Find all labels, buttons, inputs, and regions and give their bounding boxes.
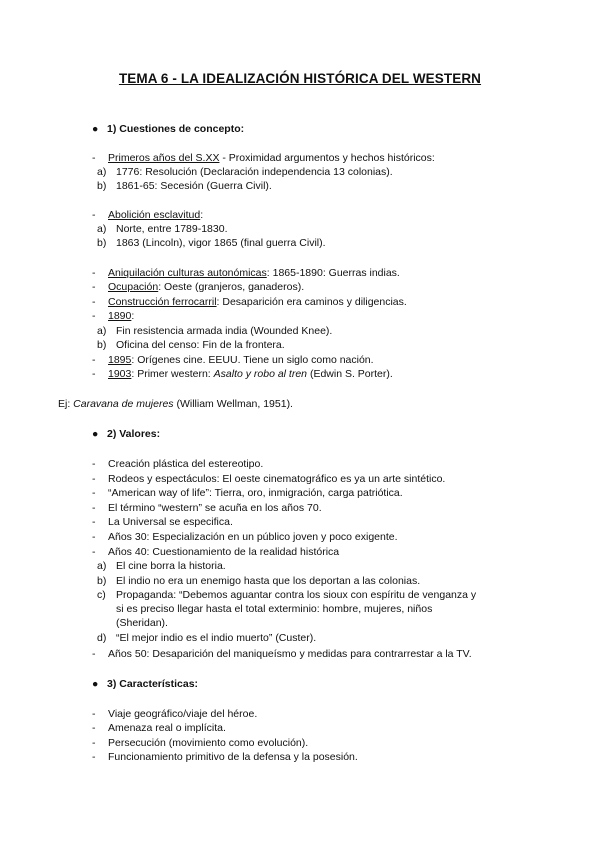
dash-marker: -: [92, 516, 96, 528]
film-title: Caravana de mujeres: [73, 398, 174, 410]
item-text: : 1865-1890: Guerras indias.: [266, 267, 400, 279]
item-text: : Orígenes cine. EEUU. Tiene un siglo como nación.: [131, 354, 374, 366]
dash-marker: -: [92, 737, 96, 749]
sub-marker: b): [97, 339, 107, 351]
bullet-marker: ●: [92, 678, 99, 690]
sub-list-item-continuation: si es preciso llegar hasta el total exterminio: hombre, mujeres, niños: [116, 603, 433, 615]
dash-marker: -: [92, 722, 96, 734]
sub-list-item: [97, 179, 272, 193]
sub-list-item: [97, 574, 421, 588]
dash-marker: -: [92, 368, 96, 380]
sub-list-item: [97, 338, 285, 352]
sub-list-item: [97, 222, 228, 236]
dash-marker: -: [92, 531, 96, 543]
sub-marker: a): [97, 560, 107, 572]
bullet-marker: ●: [92, 428, 99, 440]
list-item: Rodeos y espectáculos: El oeste cinematográfico es ya un arte sintético.: [108, 473, 446, 485]
list-item: [108, 295, 407, 309]
list-item: El término “western” se acuña en los años 70.: [108, 502, 322, 514]
sub-item-text: 1863 (Lincoln), vigor 1865 (final guerra Civil).: [116, 237, 326, 249]
page-title: TEMA 6 - LA IDEALIZACIÓN HISTÓRICA DEL WESTERN: [118, 71, 482, 86]
list-item: [108, 353, 374, 367]
list-item: [108, 266, 400, 280]
sub-list-item: [97, 559, 226, 573]
film-title: Asalto y robo al tren: [213, 368, 308, 380]
item-label: 1895: [108, 354, 132, 366]
item-text: - Proximidad argumentos y hechos históricos:: [219, 152, 435, 164]
dash-marker: -: [92, 152, 96, 164]
sub-marker: a): [97, 223, 107, 235]
dash-marker: -: [92, 354, 96, 366]
sub-item-text: Propaganda: “Debemos aguantar contra los sioux con espíritu de venganza y: [116, 589, 477, 601]
sub-list-item: [97, 588, 477, 602]
item-text-tail: (Edwin S. Porter).: [307, 368, 393, 380]
dash-marker: -: [92, 473, 96, 485]
sub-marker: b): [97, 180, 107, 192]
section-heading-1: [92, 122, 244, 136]
sub-list-item: [97, 236, 326, 250]
sub-item-text: Oficina del censo: Fin de la frontera.: [116, 339, 285, 351]
sub-marker: b): [97, 575, 107, 587]
sub-item-text: El indio no era un enemigo hasta que los deportan a las colonias.: [116, 575, 421, 587]
example-tail: (William Wellman, 1951).: [173, 398, 293, 410]
dash-marker: -: [92, 648, 96, 660]
example-prefix: Ej:: [58, 398, 74, 410]
item-label: 1890: [108, 310, 132, 322]
list-item: “American way of life”: Tierra, oro, inmigración, carga patriótica.: [108, 487, 403, 499]
sub-marker: a): [97, 325, 107, 337]
section-heading-3: [92, 677, 198, 691]
list-item: Persecución (movimiento como evolución).: [108, 737, 309, 749]
sub-list-item: [97, 324, 333, 338]
list-item: [108, 280, 304, 294]
list-item: Amenaza real o implícita.: [108, 722, 226, 734]
dash-marker: -: [92, 281, 96, 293]
list-item: Viaje geográfico/viaje del héroe.: [108, 708, 258, 720]
item-text: : Desaparición era caminos y diligencias.: [216, 296, 407, 308]
sub-list-item-continuation: (Sheridan).: [116, 617, 168, 629]
item-label: Ocupación: [108, 281, 159, 293]
item-label: Primeros años del S.XX: [108, 152, 220, 164]
dash-marker: -: [92, 546, 96, 558]
item-label: Aniquilación culturas autonómicas: [108, 267, 267, 279]
list-item: Funcionamiento primitivo de la defensa y la posesión.: [108, 751, 358, 763]
dash-marker: -: [92, 458, 96, 470]
section-heading-text: 1) Cuestiones de concepto:: [107, 123, 245, 135]
example-line: [58, 397, 293, 411]
sub-list-item: [97, 631, 317, 645]
section-heading-text: 2) Valores:: [107, 428, 161, 440]
item-text: : Oeste (granjeros, ganaderos).: [158, 281, 305, 293]
sub-item-text: “El mejor indio es el indio muerto” (Custer).: [116, 632, 317, 644]
dash-marker: -: [92, 502, 96, 514]
dash-marker: -: [92, 751, 96, 763]
sub-item-text: 1861-65: Secesión (Guerra Civil).: [116, 180, 272, 192]
list-item: Creación plástica del estereotipo.: [108, 458, 264, 470]
item-text: : Primer western:: [131, 368, 214, 380]
item-label: Construcción ferrocarril: [108, 296, 217, 308]
sub-item-text: El cine borra la historia.: [116, 560, 226, 572]
sub-marker: a): [97, 166, 107, 178]
list-item: [108, 309, 134, 323]
list-item: Años 50: Desaparición del maniqueísmo y medidas para contrarrestar a la TV.: [108, 648, 472, 660]
dash-marker: -: [92, 296, 96, 308]
sub-item-text: 1776: Resolución (Declaración independencia 13 colonias).: [116, 166, 393, 178]
sub-item-text: Norte, entre 1789-1830.: [116, 223, 228, 235]
dash-marker: -: [92, 487, 96, 499]
list-item: Años 40: Cuestionamiento de la realidad histórica: [108, 546, 340, 558]
dash-marker: -: [92, 708, 96, 720]
list-item: La Universal se especifica.: [108, 516, 233, 528]
sub-item-text: Fin resistencia armada india (Wounded Knee).: [116, 325, 333, 337]
item-text: :: [200, 209, 204, 221]
item-label: Abolición esclavitud: [108, 209, 201, 221]
sub-marker: d): [97, 632, 107, 644]
list-item: [108, 367, 393, 381]
dash-marker: -: [92, 267, 96, 279]
section-heading-2: [92, 427, 160, 441]
sub-list-item: [97, 165, 393, 179]
list-item: [108, 208, 203, 222]
item-text: :: [131, 310, 135, 322]
list-item: [108, 151, 435, 165]
sub-marker: b): [97, 237, 107, 249]
dash-marker: -: [92, 310, 96, 322]
dash-marker: -: [92, 209, 96, 221]
section-heading-text: 3) Características:: [107, 678, 199, 690]
sub-marker: c): [97, 589, 106, 601]
list-item: Años 30: Especialización en un público joven y poco exigente.: [108, 531, 398, 543]
item-label: 1903: [108, 368, 132, 380]
bullet-marker: ●: [92, 123, 99, 135]
